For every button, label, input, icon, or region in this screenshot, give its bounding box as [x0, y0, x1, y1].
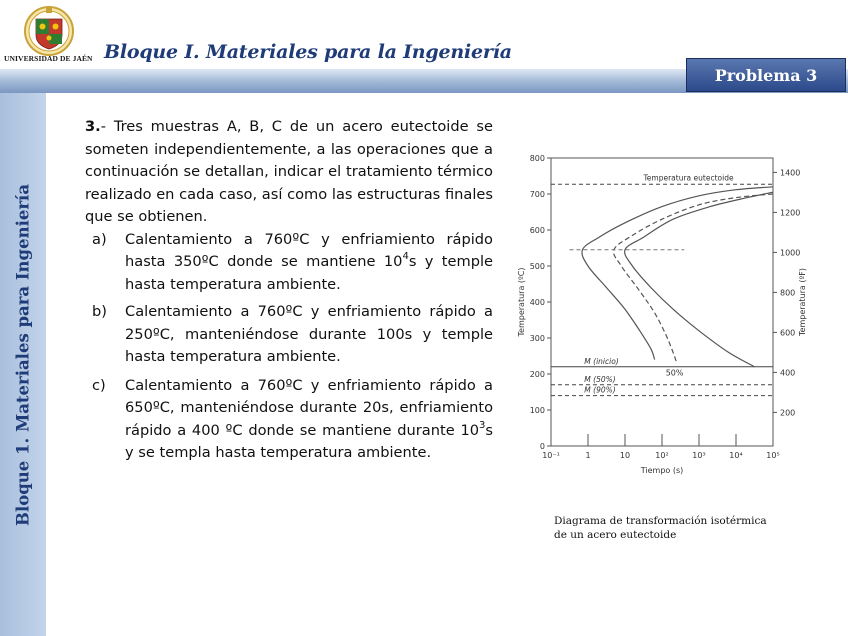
- y2-axis-label: Temperatura (ºF): [798, 268, 807, 336]
- y2-tick-label: 1000: [780, 248, 801, 258]
- y-axis-label: Temperatura (ºC): [517, 267, 526, 337]
- item-label: b): [92, 303, 107, 320]
- item-label: a): [92, 230, 107, 248]
- problem-intro: [85, 116, 493, 229]
- problem-number: 3.: [85, 118, 101, 135]
- y-tick-label: 100: [529, 406, 545, 415]
- x-tick-label: 10⁴: [729, 451, 743, 460]
- ref-line-label: Temperatura eutectoide: [643, 173, 734, 183]
- list-item: [85, 301, 493, 369]
- ref-line-label: M (inicio): [584, 356, 619, 366]
- x-tick-label: 10⁻¹: [542, 451, 560, 460]
- y2-tick-label: 1400: [780, 168, 801, 178]
- x-tick-label: 10³: [692, 451, 706, 460]
- plot-area: [551, 158, 773, 446]
- problem-badge: Problema 3: [686, 58, 846, 92]
- figure-caption: [554, 514, 767, 542]
- x-tick-label: 10: [619, 451, 631, 460]
- caption-line-1: Diagrama de transformación isotérmica: [554, 515, 767, 527]
- annotation-label: 50%: [665, 368, 684, 378]
- caption-line-2: de un acero eutectoide: [554, 529, 677, 541]
- ref-line-label: M (90%): [584, 385, 616, 395]
- y2-tick-label: 400: [780, 368, 796, 378]
- ttt-diagram: [512, 148, 812, 488]
- y2-tick-label: 800: [780, 288, 796, 298]
- y-tick-label: 300: [529, 334, 545, 343]
- y-tick-label: 400: [529, 298, 545, 307]
- problem-statement: [85, 116, 493, 465]
- list-item: [85, 375, 493, 465]
- y2-tick-label: 1200: [780, 208, 801, 218]
- y-tick-label: 800: [529, 154, 545, 163]
- y2-tick-label: 600: [780, 328, 796, 338]
- item-label: c): [92, 376, 106, 394]
- x-tick-label: 1: [585, 451, 591, 460]
- ref-line-label: M (50%): [584, 374, 616, 384]
- y-tick-label: 500: [529, 262, 545, 271]
- y-tick-label: 0: [539, 442, 545, 451]
- x-tick-label: 10²: [655, 451, 669, 460]
- university-name: UNIVERSIDAD DE JAÉN: [4, 54, 93, 63]
- y2-tick-label: 200: [780, 408, 796, 418]
- x-axis-label: Tiempo (s): [640, 466, 684, 475]
- y-tick-label: 200: [529, 370, 545, 379]
- problem-intro-text: - Tres muestras A, B, C de un acero eutectoide se someten independientemente, a las operaciones que a continuación se detallan, indicar el tratamiento térmico realizado en cada caso, así como las estructuras finales que se obtienen.: [85, 118, 493, 225]
- x-tick-label: 10⁵: [766, 451, 780, 460]
- list-item: [85, 229, 493, 297]
- page-title: Bloque I. Materiales para la Ingeniería: [104, 41, 512, 63]
- sidebar-label: Bloque 1. Materiales para Ingeniería: [13, 183, 33, 527]
- item-text: Calentamiento a 760ºC y enfriamiento rápido a 650ºC, manteniéndose durante 20s, enfriamiento rápido a 400 ºC donde se mantiene durante $10^3s$ y se templa hasta temperatura ambiente.: [125, 376, 493, 461]
- item-text: Calentamiento a 760ºC y enfriamiento rápido a 250ºC, manteniéndose durante 100s y temple hasta temperatura ambiente.: [125, 303, 493, 365]
- y-tick-label: 700: [529, 190, 545, 199]
- item-text: Calentamiento a 760ºC y enfriamiento rápido hasta 350ºC donde se mantiene $10^4s$ y temple hasta temperatura ambiente.: [125, 230, 493, 293]
- y-tick-label: 600: [529, 226, 545, 235]
